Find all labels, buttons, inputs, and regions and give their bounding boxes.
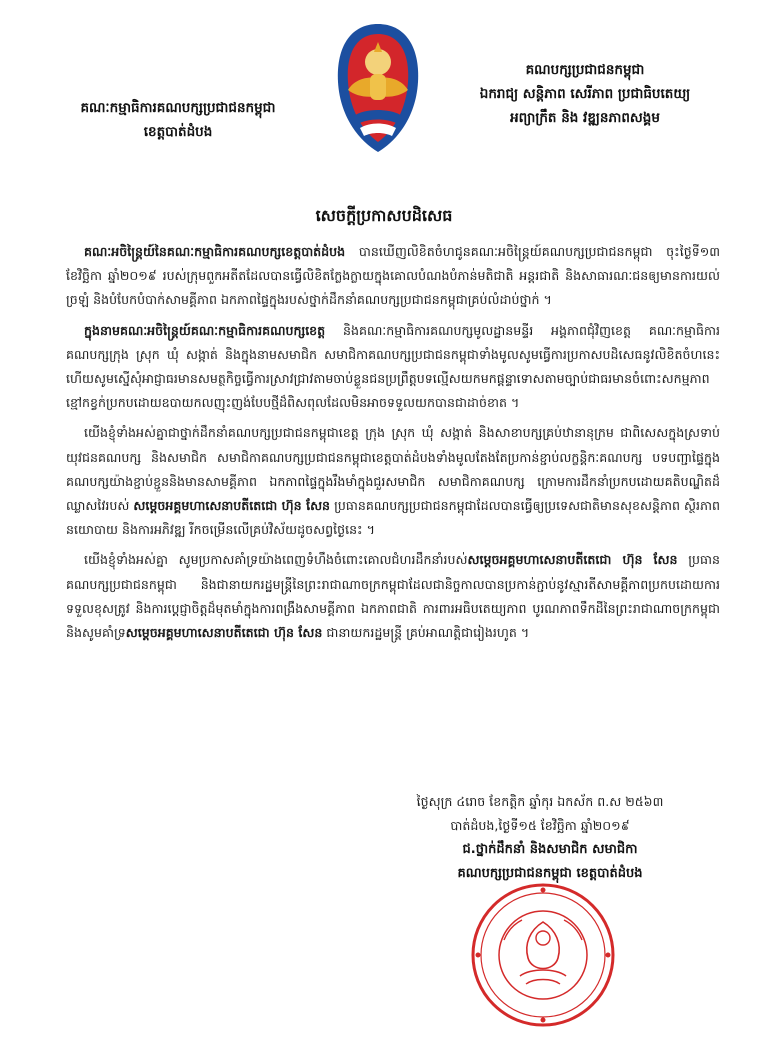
paragraph-1-lead: គណៈអចិន្ត្រៃយ៍នៃគណៈកម្មាធិការគណបក្សខេត្តបាត់ដំបង (84, 244, 346, 259)
paragraph-2 (66, 319, 720, 416)
paragraph-3 (66, 421, 720, 542)
paragraph-4-leader-name-b: សម្តេចអគ្គមហាសេនាបតីតេជោ ហ៊ុន សែន (125, 625, 323, 641)
signatory-line-2: គណបក្សប្រជាជនកម្ពុជា ខេត្តបាត់ដំបង (457, 866, 643, 881)
lunar-date: ថ្ងៃសុក្រ ៤រោច ខែកត្តិក ឆ្នាំកុរ ឯកស័ក ព.ស ២៥៦៣ (416, 794, 664, 809)
motto-line-2: អព្យាក្រឹត និង វឌ្ឍនភាពសង្គម (510, 110, 660, 126)
paragraph-4-body-c: ជានាយករដ្ឋមន្ត្រី គ្រប់អាណត្តិជារៀងរហូត ។ (322, 625, 530, 641)
motto-line-1: ឯករាជ្យ សន្តិភាព សេរីភាព ប្រជាធិបតេយ្យ (479, 86, 691, 102)
paragraph-1 (66, 240, 720, 313)
paragraph-2-lead: ក្នុងនាមគណៈអចិន្ត្រៃយ៍គណៈកម្មាធិការគណបក្សខេត្ត (84, 322, 326, 338)
party-motto-header (420, 58, 750, 130)
date-block (360, 790, 720, 838)
signatory-block (380, 838, 720, 886)
party-logo (330, 20, 426, 160)
paragraph-3-lead: យើងខ្ញុំទាំងអស់គ្នាជាថ្នាក់ដឹកនាំគណបក្សប្រជាជនកម្ពុជាខេត្ត (84, 425, 359, 441)
paragraph-3-leader-name: សម្តេចអគ្គមហាសេនាបតីតេជោ ហ៊ុន សែន (133, 498, 331, 514)
paragraph-1-body: បានឃើញលិខិតចំហជូនគណៈអចិន្ត្រៃយ៍គណបក្សប្រជាជនកម្ពុជា ចុះថ្ងៃទី១៣ ខែវិច្ឆិកា ឆ្នាំ២០១៩ របស់ក្រុមពួកអតីតដែលបានធ្វើលិខិតក្លែងក្លាយក្នុងគោលបំណងបំភាន់មតិជាតិ អន្តរជាតិ និងសាធារណៈជនឲ្យមានការយល់ច្រឡំ និងបំបែកបំបាក់សាមគ្គីភាព ឯកភាពផ្ទៃក្នុងរបស់ថ្នាក់ដឹកនាំគណបក្សប្រជាជនកម្ពុជាគ្រប់លំដាប់ថ្នាក់ ។ (66, 244, 720, 308)
issuer-province: ខេត្តបាត់ដំបង (143, 124, 213, 140)
issuer-title: គណៈកម្មាធិការគណបក្សប្រជាជនកម្ពុជា (80, 100, 276, 116)
paragraph-4-leader-name-a: សម្តេចអគ្គមហាសេនាបតីតេជោ ហ៊ុន សែន (467, 552, 678, 568)
paragraph-3-body-a: ក្រុង ស្រុក ឃុំ សង្កាត់ និងសាខាបក្សគ្រប់ឋានានុក្រម ជាពិសេសក្នុងស្រទាប់យុវជនគណបក្ស និងសមាជិក សមាជិកាគណបក្សប្រជាជនកម្ពុជាខេត្តបាត់ដំបងទាំងមូលតែងតែប្រកាន់ខ្ជាប់លក្ខន្តិកៈគណបក្ស បទបញ្ជាផ្ទៃក្នុងគណបក្សយ៉ាងខ្ជាប់ខ្ជួននិងមានសាមគ្គីភាព ឯកភាពផ្ទៃក្នុងរឹងមាំក្នុងជួរសមាជិក សមាជិកាគណបក្ស ក្រោមការដឹកនាំប្រកបដោយគតិបណ្ឌិតដ៏ឈ្លាសវៃរបស់ (66, 425, 720, 514)
place-and-date: បាត់ដំបង,ថ្ងៃទី១៥ ខែវិច្ឆិកា ឆ្នាំ២០១៩ (450, 818, 630, 833)
document-body (66, 240, 720, 651)
paragraph-4-body-b: ប្រធានគណបក្សប្រជាជនកម្ពុជា និងជានាយករដ្ឋមន្ត្រីនៃព្រះរាជាណាចក្រកម្ពុជាដែលជានិច្ចកាលបានប្រកាន់ភ្ជាប់នូវស្មារតីសាមគ្គីភាពប្រកបដោយការទទួលខុសត្រូវ និងការប្តេជ្ញាចិត្តដ៏មុតមាំក្នុងការពង្រឹងសាមគ្គីភាព ឯកភាពជាតិ ការពារអធិបតេយ្យភាព បូរណភាពទឹកដីនៃព្រះរាជាណាចក្រកម្ពុជា និងសូមគាំទ្រ (66, 552, 720, 641)
paragraph-4 (66, 548, 720, 645)
document-title: សេចក្តីប្រកាសបដិសេធ (315, 206, 453, 225)
official-seal (468, 880, 618, 1030)
paragraph-4-body-a: សូមប្រកាសគាំទ្រយ៉ាងពេញទំហឹងចំពោះគោលជំហរដឹកនាំរបស់ (167, 552, 468, 568)
paragraph-4-lead: យើងខ្ញុំទាំងអស់គ្នា (84, 552, 168, 568)
paragraph-3-body-b: ប្រធានគណបក្សប្រជាជនកម្ពុជាដែលបានធ្វើឲ្យប្រទេសជាតិមានសុខសន្តិភាព ស្ថិរភាពនយោបាយ និងការអភិវឌ្ឍ រីកចម្រើនលើគ្រប់វិស័យដូចសព្វថ្ងៃនេះ ។ (66, 498, 720, 538)
party-name: គណបក្សប្រជាជនកម្ពុជា (525, 62, 645, 78)
signatory-line-1: ជ.ថ្នាក់ដឹកនាំ និងសមាជិក សមាជិកា (462, 842, 638, 857)
issuer-header (28, 96, 328, 144)
paragraph-2-body: និងគណៈកម្មាធិការគណបក្សមូលដ្ឋានមន្ទីរ អង្គភាពជុំវិញខេត្ត គណៈកម្មាធិការគណបក្សក្រុង ស្រុក ឃុំ សង្កាត់ និងក្នុងនាមសមាជិក សមាជិកាគណបក្សប្រជាជនកម្ពុជាទាំងមូលសូមធ្វើការប្រកាសបដិសេធនូវលិខិតចំហនេះ ហើយសូមស្នើសុំអាជ្ញាធរមានសមត្ថកិច្ចធ្វើការស្រាវជ្រាវតាមចាប់ខ្លួនជនប្រព្រឹត្តបទល្មើសយកមកផ្តន្ទាទោសតាមច្បាប់ជាធរមានចំពោះសកម្មភាពខ្មៅកខ្វក់ប្រកបដោយឧបាយកលញុះញង់បែបថ្មីដ៏ពិសពុលដែលមិនអាចទទួលយកបានជាដាច់ខាត ។ (66, 322, 720, 411)
